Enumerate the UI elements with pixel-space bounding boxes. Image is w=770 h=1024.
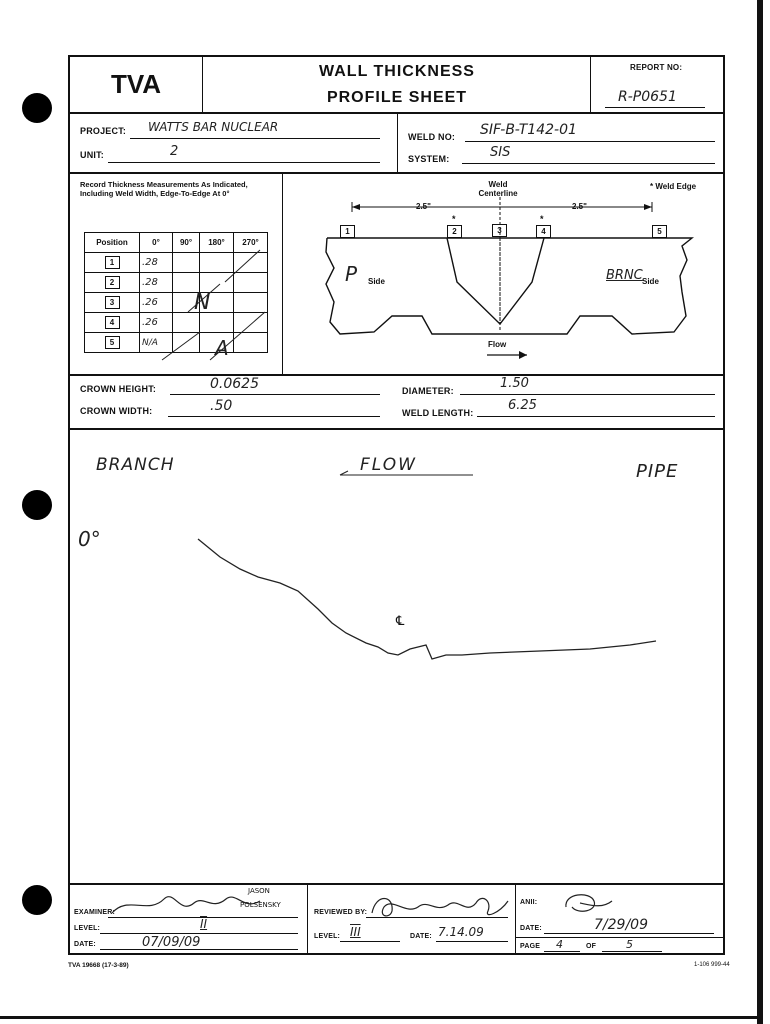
crown-height-label: CROWN HEIGHT: [80, 384, 157, 394]
diagram-pos-1: 1 [340, 225, 355, 238]
examiner-printed-2: POLSENSKY [240, 901, 281, 909]
reviewed-date-underline [436, 941, 508, 942]
corner-code: 1-106 999-44 [694, 962, 730, 968]
na-mark-n: N [194, 290, 211, 315]
diameter-label: DIAMETER: [402, 386, 454, 396]
unit-value: 2 [170, 144, 179, 159]
anii-date-value: 7/29/09 [594, 917, 648, 933]
crown-height-underline [170, 394, 380, 395]
diagram-pos-4: 4 [536, 225, 551, 238]
anii-label: ANII: [520, 899, 538, 906]
profile-flow-label: FLOW [360, 455, 417, 475]
record-section [70, 172, 723, 376]
info-divider [397, 112, 398, 172]
sheet-title-1: WALL THICKNESS [319, 63, 475, 80]
weld-edge-star-right: * [540, 214, 544, 224]
reviewed-date-value: 7.14.09 [438, 925, 484, 939]
position-box: 4 [105, 316, 120, 329]
binder-hole-middle [22, 490, 52, 520]
col-header: 0° [140, 233, 173, 253]
page-label: PAGE [520, 943, 541, 950]
footer-divider-2 [515, 885, 516, 955]
value-cell: .26 [140, 293, 173, 313]
date-value: 07/09/09 [142, 935, 201, 950]
diameter-value: 1.50 [500, 376, 529, 391]
diagram-pos-2: 2 [447, 225, 462, 238]
project-label: PROJECT: [80, 126, 127, 136]
level-underline [100, 933, 298, 934]
value-cell: .26 [140, 313, 173, 333]
left-side-label: Side [368, 277, 385, 286]
examiner-label: EXAMINER: [74, 909, 116, 916]
date-label: DATE: [74, 941, 96, 948]
page-right-edge [757, 0, 763, 1024]
crown-height-value: 0.0625 [210, 376, 259, 392]
na-mark-a: A [215, 336, 229, 360]
weld-length-underline [477, 416, 715, 417]
value-cell: N/A [140, 333, 173, 353]
weld-edge-note: * Weld Edge [650, 182, 697, 191]
page-underline [544, 951, 580, 952]
of-underline [602, 951, 662, 952]
page-bottom-edge [0, 1016, 763, 1019]
reviewed-date-label: DATE: [410, 933, 432, 940]
col-header: Position [85, 233, 140, 253]
value-cell: .28 [140, 253, 173, 273]
position-box: 3 [105, 296, 120, 309]
crown-width-label: CROWN WIDTH: [80, 406, 153, 416]
profile-sheet [68, 55, 725, 955]
of-label: OF [586, 943, 597, 950]
position-box: 2 [105, 276, 120, 289]
project-value: WATTS BAR NUCLEAR [148, 120, 279, 134]
diameter-underline [460, 394, 715, 395]
centerline-mark: ℄ [396, 613, 405, 628]
profile-angle-label: 0° [78, 527, 101, 551]
crown-width-underline [168, 416, 380, 417]
measurements-row [70, 374, 723, 430]
dim-right-label: 2.5" [572, 202, 587, 211]
position-box: 5 [105, 336, 120, 349]
page-row-line [515, 937, 723, 938]
weld-length-value: 6.25 [508, 398, 537, 413]
unit-label: UNIT: [80, 150, 104, 160]
profile-left-label: BRANCH [96, 455, 175, 475]
reviewed-underline [366, 917, 508, 918]
footer-divider-1 [307, 885, 308, 955]
header-row [70, 57, 723, 114]
system-underline [462, 163, 715, 164]
header-divider [590, 57, 591, 112]
right-side-handwritten: BRNC [606, 268, 643, 283]
sheet-title-2: PROFILE SHEET [326, 89, 468, 106]
value-cell: .28 [140, 273, 173, 293]
level-value: II [200, 917, 208, 931]
signature-row [70, 883, 723, 955]
page-value: 4 [556, 938, 563, 951]
report-no-underline [605, 107, 705, 108]
examiner-printed-1: JASON [248, 887, 270, 895]
system-value: SIS [490, 145, 511, 160]
col-header: 90° [173, 233, 200, 253]
reviewed-level-value: III [350, 925, 361, 939]
weld-edge-star-left: * [452, 214, 456, 224]
date-underline [100, 949, 298, 950]
project-underline [130, 138, 380, 139]
reviewed-level-label: LEVEL: [314, 933, 341, 940]
dim-left-label: 2.5" [416, 202, 431, 211]
diagram-pos-5: 5 [652, 225, 667, 238]
anii-signature [560, 889, 620, 917]
profile-trace [70, 517, 723, 677]
crown-width-value: .50 [210, 398, 233, 414]
of-value: 5 [626, 938, 633, 951]
org-logo: TVA [70, 57, 203, 112]
profile-right-label: PIPE [636, 461, 679, 482]
diagram-pos-3: 3 [492, 224, 507, 237]
weld-no-label: WELD NO: [408, 132, 456, 142]
reviewed-label: REVIEWED BY: [314, 909, 368, 916]
na-strike-marks [70, 172, 280, 372]
weld-no-underline [465, 141, 715, 142]
system-label: SYSTEM: [408, 154, 450, 164]
weld-length-label: WELD LENGTH: [402, 408, 474, 418]
info-row [70, 112, 723, 174]
weld-centerline-label-1: Weld [488, 180, 508, 189]
unit-underline [108, 162, 380, 163]
flow-label: Flow [488, 340, 507, 349]
form-number: TVA 19668 (17-3-89) [68, 962, 129, 969]
binder-hole-bottom [22, 885, 52, 915]
record-instructions: Record Thickness Measurements As Indicated, Including Weld Width, Edge-To-Edge At 0° [80, 180, 248, 198]
binder-hole-top [22, 93, 52, 123]
weld-no-value: SIF-B-T142-01 [480, 122, 577, 138]
col-header: 180° [199, 233, 233, 253]
anii-date-label: DATE: [520, 925, 542, 932]
right-side-label: Side [642, 277, 659, 286]
level-label: LEVEL: [74, 925, 101, 932]
report-no-value: R-P0651 [618, 89, 677, 105]
position-box: 1 [105, 256, 120, 269]
weld-centerline-label-2: Centerline [478, 189, 518, 198]
left-side-handwritten: P [345, 262, 358, 286]
reviewed-level-underline [340, 941, 400, 942]
col-header: 270° [233, 233, 267, 253]
flow-arrow-hand [338, 467, 478, 487]
report-no-label: REPORT NO: [630, 63, 683, 72]
anii-date-underline [544, 933, 714, 934]
